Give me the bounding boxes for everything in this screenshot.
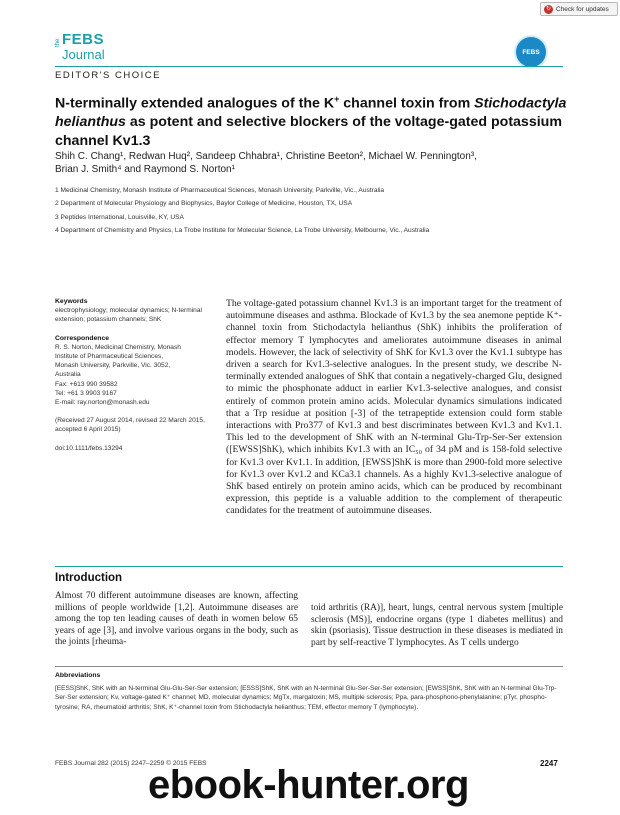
correspondence-email[interactable]: E-mail: ray.norton@monash.edu — [55, 399, 150, 407]
logo-the: the — [55, 38, 61, 47]
intro-rule — [55, 566, 563, 567]
logo-journal: Journal — [62, 47, 105, 62]
article-title: N-terminally extended analogues of the K+ channel toxin from Stichodactyla helianthus as potent and selective blockers of the voltage-gated potassium channel Kv1.3 — [55, 94, 567, 149]
page-number: 2247 — [540, 759, 558, 768]
header-rule — [55, 66, 563, 67]
introduction-heading: Introduction — [55, 572, 123, 584]
doi-link[interactable]: doi:10.1111/febs.13294 — [55, 444, 123, 452]
watermark: ebook-hunter.org — [148, 763, 469, 807]
updates-icon: ↻ — [545, 5, 552, 12]
correspondence-line: Institute of Pharmaceutical Sciences, — [55, 353, 164, 361]
correspondence-line: R. S. Norton, Medicinal Chemistry, Monash — [55, 343, 181, 351]
check-for-updates-label: Check for updates — [556, 5, 609, 13]
authors-line: Brian J. Smith⁴ and Raymond S. Norton¹ — [55, 164, 235, 175]
introduction-right-column: toid arthritis (RA)], heart, lungs, central nervous system [multiple sclerosis (MS)], endocrine organs (type 1 diabetes mellitus) and skin (psoriasis). Tissue destruction in these diseases is mediated in part by self-reactive T lymphocytes. As T cells undergo — [311, 603, 563, 648]
affiliation-list — [55, 184, 575, 238]
abbreviations-heading: Abbreviations — [55, 672, 101, 679]
footer-citation: FEBS Journal 282 (2015) 2247–2259 © 2015 FEBS — [55, 760, 207, 767]
received-dates: (Received 27 August 2014, revised 22 March 2015, accepted 6 April 2015) — [55, 417, 205, 434]
abbreviations-rule — [55, 666, 563, 667]
correspondence-line: Monash University, Parkville, Vic. 3052, — [55, 362, 171, 370]
correspondence-line: Australia — [55, 371, 81, 379]
authors-line: Shih C. Chang¹, Redwan Huq², Sandeep Chhabra¹, Christine Beeton², Michael W. Pennington³, — [55, 151, 477, 162]
febs-journal-logo — [55, 31, 117, 65]
check-for-updates-button[interactable] — [540, 2, 618, 16]
keywords: electrophysiology; molecular dynamics; N-terminal extension; potassium channels; ShK — [55, 307, 202, 324]
correspondence-heading: Correspondence — [55, 334, 110, 342]
correspondence-line: Fax: +613 990 39582 — [55, 380, 118, 388]
keywords-heading: Keywords — [55, 298, 88, 305]
affiliation: 1 Medicinal Chemistry, Monash Institute of Pharmaceutical Sciences, Monash University, Parkville, Vic., Australia — [55, 187, 385, 194]
author-list — [55, 150, 575, 176]
abbreviations-text: [EESS]ShK, ShK with an N-terminal Glu-Glu-Ser-Ser extension; [ESSS]ShK, ShK with an N-terminal Glu-Ser-Ser-Ser extension; [EWSS]ShK, ShK with an N-terminal Glu-Trp-Ser-Ser extension; Kv, voltage-gated K⁺ channel; MD, molecular dynamics; MgTx, margatoxin; MS, multiple sclerosis; Ppa, para-phosphono-phenylalanine; pTyr, phospho-tyrosine; RA, rheumatoid arthritis; ShK, K⁺-channel toxin from Stichodactyla helianthus; TEM, effector memory T (lymphocyte). — [55, 685, 557, 711]
affiliation: 3 Peptides International, Louisville, KY, USA — [55, 213, 184, 221]
abstract-text: The voltage-gated potassium channel Kv1.3 is an important target for the treatment of autoimmune diseases and asthma. Blockade of Kv1.3 by the sea anemone peptide K⁺-channel toxin from Stichodactyla helianthus (ShK) inhibits the proliferation of effector memory T lymphocytes and ameliorates autoimmune diseases in animal models. However, the lack of selectivity of ShK for Kv1.3 over the Kv1.1 subtype has driven a search for Kv1.3-selective analogues. In the present study, we describe N-terminally extended analogues of ShK that contain a negatively-charged Glu, designed to mimic the phosphonate adduct in earlier Kv1.3-selective analogues, and consist entirely of common protein amino acids. Molecular dynamics simulations indicated that a Trp residue at position [-3] of the tetrapeptide extension could form stable interactions with Pro377 of Kv1.3 and best discriminates between Kv1.3 and Kv1.1. This led to the development of ShK with an N-terminal Glu-Trp-Ser-Ser extension ([EWSS]ShK), which inhibits Kv1.3 with an IC₅₀ of 34 pM and is 158-fold selective for Kv1.3 over Kv1.1. In addition, [EWSS]ShK is more than 2900-fold more selective for Kv1.3 over Kv1.2 and KCa3.1 channels. As a highly Kv1.3-selective analogue of ShK based entirely on protein amino acids, which can be produced by recombinant expression, this peptide is a valuable addition to the complement of therapeutic candidates for the treatment of autoimmune diseases. — [226, 298, 562, 517]
affiliation: 4 Department of Chemistry and Physics, La Trobe Institute for Molecular Science, La Trobe University, Melbourne, Vic., Australia — [55, 227, 430, 235]
febs-seal-icon: FEBS — [514, 35, 548, 69]
logo-febs: FEBS — [62, 31, 105, 48]
affiliation: 2 Department of Molecular Physiology and Biophysics, Baylor College of Medicine, Houston, TX, USA — [55, 200, 353, 208]
correspondence-line: Tel: +61 3 9903 9167 — [55, 389, 117, 397]
section-label: EDITOR'S CHOICE — [55, 70, 161, 81]
article-sidebar — [55, 297, 207, 453]
introduction-left-column: Almost 70 different autoimmune diseases are known, affecting millions of people worldwide [1,2]. Autoimmune diseases are among the top ten leading causes of death in women below 65 years of age [3], and involve various organs in the body, such as the joints [rheuma- — [55, 591, 298, 648]
